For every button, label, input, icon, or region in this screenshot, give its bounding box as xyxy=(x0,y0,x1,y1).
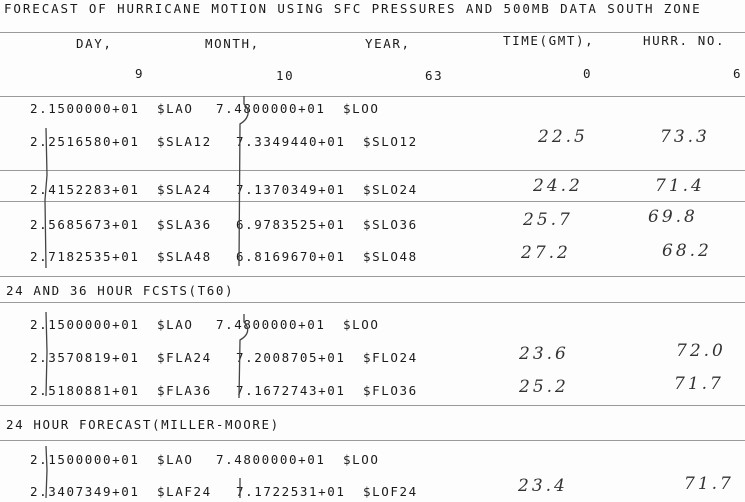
latitude-value: 2.3407349+01 xyxy=(30,484,140,499)
longitude-value: 7.3349440+01 xyxy=(236,134,346,149)
pen-mark-latitude-2 xyxy=(46,312,47,396)
longitude-label: $LOF24 xyxy=(363,484,418,499)
latitude-value: 2.1500000+01 xyxy=(30,101,140,116)
value-year: 63 xyxy=(425,68,444,83)
longitude-value: 7.4800000+01 xyxy=(216,101,326,116)
header-year: YEAR, xyxy=(365,36,411,51)
latitude-value: 2.3570819+01 xyxy=(30,350,140,365)
latitude-label: $LAO xyxy=(157,317,194,332)
longitude-label: $SLO36 xyxy=(363,217,418,232)
latitude-label: $FLA36 xyxy=(157,383,212,398)
header-day: DAY, xyxy=(76,36,113,51)
latitude-value: 2.5180881+01 xyxy=(30,383,140,398)
latitude-label: $SLA48 xyxy=(157,249,212,264)
latitude-label: $SLA12 xyxy=(157,134,212,149)
handwritten-longitude: 72.0 xyxy=(676,341,726,361)
longitude-label: $FLO36 xyxy=(363,383,418,398)
handwritten-latitude: 27.2 xyxy=(521,243,571,263)
pen-mark-latitude-1 xyxy=(45,128,47,268)
printout-title: FORECAST OF HURRICANE MOTION USING SFC PRESSURES AND 500MB DATA SOUTH ZONE xyxy=(4,1,702,16)
handwritten-longitude: 71.7 xyxy=(674,374,724,394)
longitude-label: $LOO xyxy=(343,101,380,116)
longitude-value: 7.1370349+01 xyxy=(236,182,346,197)
header-hurr-no: HURR. NO. xyxy=(643,33,726,48)
header-time: TIME(GMT), xyxy=(503,33,595,48)
handwritten-longitude: 73.3 xyxy=(660,127,710,147)
longitude-label: $SLO48 xyxy=(363,249,418,264)
longitude-label: $SLO12 xyxy=(363,134,418,149)
latitude-value: 2.7182535+01 xyxy=(30,249,140,264)
pen-mark-longitude-1 xyxy=(239,96,248,266)
section-heading: 24 HOUR FORECAST(MILLER-MOORE) xyxy=(6,417,280,432)
latitude-value: 2.2516580+01 xyxy=(30,134,140,149)
handwritten-latitude: 22.5 xyxy=(538,127,588,147)
longitude-value: 6.9783525+01 xyxy=(236,217,346,232)
pen-mark-longitude-2 xyxy=(239,314,248,398)
longitude-label: $LOO xyxy=(343,452,380,467)
value-time: 0 xyxy=(583,66,593,81)
handwritten-latitude: 25.7 xyxy=(523,210,573,230)
handwritten-longitude: 71.7 xyxy=(684,474,734,494)
handwritten-latitude: 24.2 xyxy=(533,176,583,196)
value-hurr-no: 6 xyxy=(733,66,743,81)
latitude-label: $SLA24 xyxy=(157,182,212,197)
latitude-label: $FLA24 xyxy=(157,350,212,365)
header-month: MONTH, xyxy=(205,36,260,51)
longitude-label: $FLO24 xyxy=(363,350,418,365)
longitude-label: $LOO xyxy=(343,317,380,332)
longitude-value: 7.1722531+01 xyxy=(236,484,346,499)
latitude-value: 2.1500000+01 xyxy=(30,317,140,332)
handwritten-latitude: 23.4 xyxy=(518,476,568,496)
latitude-value: 2.4152283+01 xyxy=(30,182,140,197)
latitude-label: $LAO xyxy=(157,452,194,467)
longitude-value: 6.8169670+01 xyxy=(236,249,346,264)
section-heading: 24 AND 36 HOUR FCSTS(T60) xyxy=(6,283,235,298)
latitude-value: 2.5685673+01 xyxy=(30,217,140,232)
latitude-label: $LAO xyxy=(157,101,194,116)
latitude-value: 2.1500000+01 xyxy=(30,452,140,467)
longitude-value: 7.2008705+01 xyxy=(236,350,346,365)
handwritten-latitude: 25.2 xyxy=(519,377,569,397)
longitude-value: 7.4800000+01 xyxy=(216,452,326,467)
latitude-label: $LAF24 xyxy=(157,484,212,499)
value-month: 10 xyxy=(276,68,295,83)
handwritten-longitude: 71.4 xyxy=(655,176,705,196)
longitude-value: 7.1672743+01 xyxy=(236,383,346,398)
longitude-label: $SLO24 xyxy=(363,182,418,197)
handwritten-longitude: 68.2 xyxy=(662,241,712,261)
value-day: 9 xyxy=(135,66,145,81)
handwritten-latitude: 23.6 xyxy=(519,344,569,364)
latitude-label: $SLA36 xyxy=(157,217,212,232)
pen-mark-latitude-3 xyxy=(46,446,47,498)
handwritten-longitude: 69.8 xyxy=(648,207,698,227)
longitude-value: 7.4800000+01 xyxy=(216,317,326,332)
